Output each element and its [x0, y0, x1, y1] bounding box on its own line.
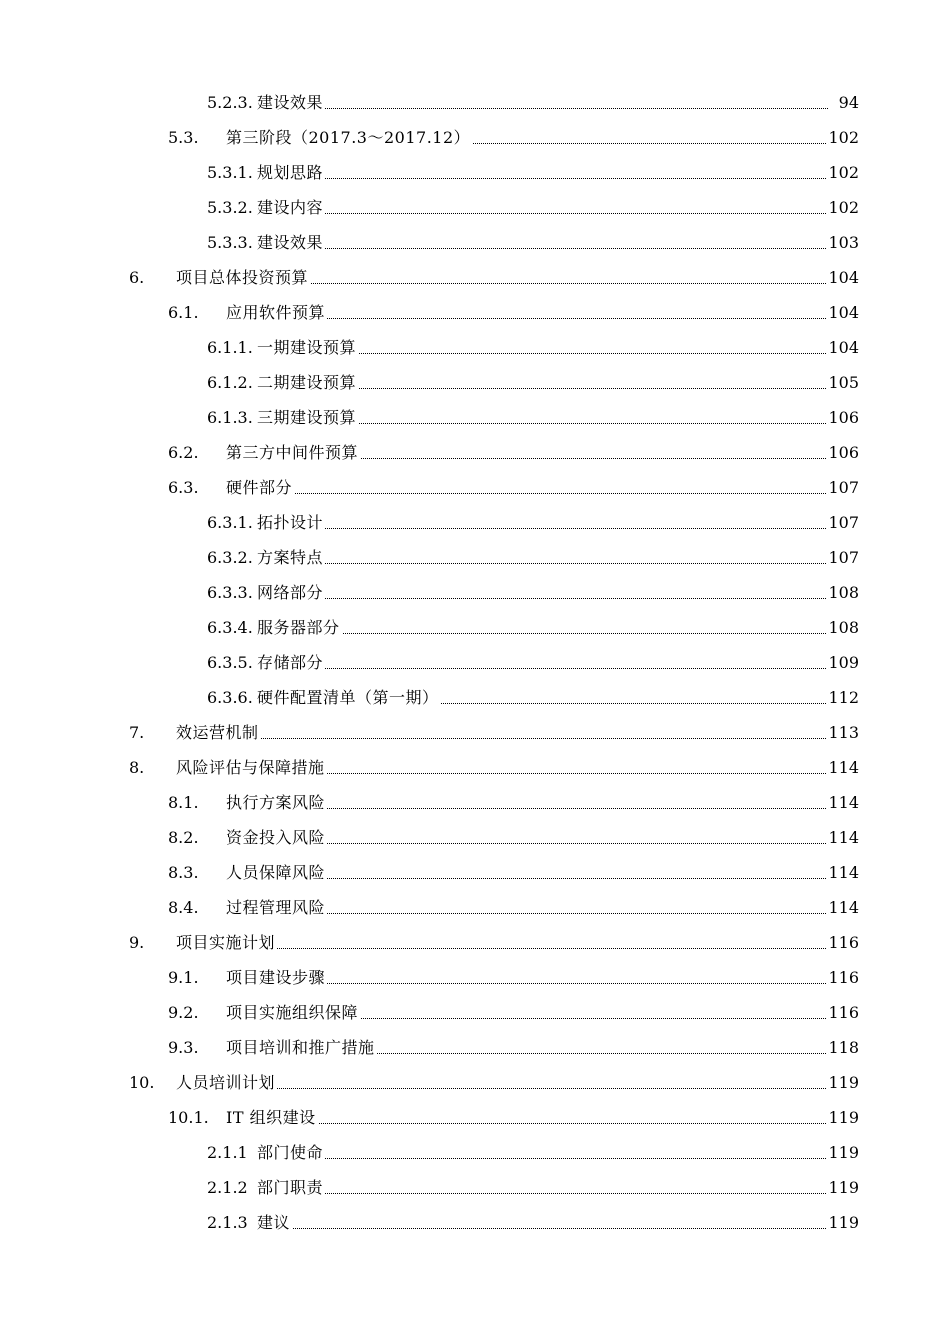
toc-entry[interactable] [0, 1101, 950, 1136]
toc-entry[interactable] [0, 261, 950, 296]
toc-entry-number: 6.1.2. [207, 373, 253, 392]
toc-entry-page-number: 94 [838, 93, 859, 112]
toc-entry-number: 6. [129, 268, 145, 287]
toc-entry-title: 存储部分 [257, 653, 324, 672]
toc-entry-page-number: 119 [828, 1213, 859, 1232]
toc-entry-number: 6.3.6. [207, 688, 253, 707]
toc-entry[interactable] [0, 926, 950, 961]
toc-entry-number: 5.2.3. [207, 93, 253, 112]
toc-entry-number: 10.1. [168, 1108, 209, 1127]
toc-entry-title: 人员保障风险 [226, 863, 326, 882]
toc-entry[interactable] [0, 121, 950, 156]
toc-entry-page-number: 108 [828, 618, 859, 637]
toc-entry-page-number: 104 [828, 338, 859, 357]
dot-leader [257, 108, 828, 109]
toc-entry-page-number: 108 [828, 583, 859, 602]
toc-entry-page-number: 106 [828, 443, 859, 462]
toc-entry-number: 8.1. [168, 793, 199, 812]
toc-entry-title: 建议 [257, 1213, 291, 1232]
toc-entry-title: 拓扑设计 [257, 513, 324, 532]
toc-entry-title: 二期建设预算 [257, 373, 357, 392]
toc-entry-number: 7. [129, 723, 145, 742]
dot-leader [257, 213, 828, 214]
toc-entry-number: 8. [129, 758, 145, 777]
toc-entry-page-number: 113 [828, 723, 859, 742]
toc-entry-number: 8.3. [168, 863, 199, 882]
toc-entry-title: 执行方案风险 [226, 793, 326, 812]
toc-entry-number: 6.1. [168, 303, 199, 322]
toc-entry-number: 9.3. [168, 1038, 199, 1057]
toc-entry-number: 6.2. [168, 443, 199, 462]
toc-entry[interactable] [0, 1171, 950, 1206]
toc-entry[interactable] [0, 1206, 950, 1241]
toc-entry[interactable] [0, 576, 950, 611]
toc-entry-number: 8.2. [168, 828, 199, 847]
dot-leader [257, 248, 828, 249]
toc-entry-number: 6.1.1. [207, 338, 253, 357]
dot-leader [257, 1193, 828, 1194]
toc-entry-page-number: 114 [828, 758, 859, 777]
toc-entry-page-number: 119 [828, 1073, 859, 1092]
toc-entry-page-number: 114 [828, 863, 859, 882]
toc-entry[interactable] [0, 471, 950, 506]
dot-leader [176, 738, 828, 739]
toc-entry-page-number: 104 [828, 303, 859, 322]
toc-entry-number: 6.3.1. [207, 513, 253, 532]
toc-entry-number: 8.4. [168, 898, 199, 917]
toc-entry-number: 9. [129, 933, 145, 952]
toc-entry-number: 9.2. [168, 1003, 199, 1022]
toc-entry[interactable] [0, 961, 950, 996]
toc-entry-number: 6.3.2. [207, 548, 253, 567]
toc-entry-title: 应用软件预算 [226, 303, 326, 322]
dot-leader [257, 598, 828, 599]
toc-entry-title: IT 组织建设 [226, 1108, 316, 1127]
toc-entry-page-number: 107 [828, 513, 859, 532]
toc-entry-number: 5.3.1. [207, 163, 253, 182]
toc-entry-title: 建设效果 [257, 233, 324, 252]
toc-entry-title: 效运营机制 [176, 723, 259, 742]
toc-entry-number: 10. [129, 1073, 155, 1092]
toc-entry-page-number: 114 [828, 898, 859, 917]
table-of-contents [0, 86, 950, 1241]
toc-entry[interactable] [0, 1066, 950, 1101]
toc-entry-number: 6.1.3. [207, 408, 253, 427]
toc-entry[interactable] [0, 786, 950, 821]
toc-entry-title: 建设内容 [257, 198, 324, 217]
toc-entry-title: 建设效果 [257, 93, 324, 112]
toc-entry-title: 网络部分 [257, 583, 324, 602]
toc-entry[interactable] [0, 821, 950, 856]
toc-entry-page-number: 105 [828, 373, 859, 392]
toc-entry[interactable] [0, 611, 950, 646]
toc-entry[interactable] [0, 1031, 950, 1066]
toc-entry-title: 过程管理风险 [226, 898, 326, 917]
toc-entry-page-number: 107 [828, 548, 859, 567]
toc-entry-title: 服务器部分 [257, 618, 340, 637]
toc-entry-number: 2.1.3 [207, 1213, 248, 1232]
toc-entry-page-number: 116 [828, 968, 859, 987]
toc-entry-page-number: 102 [828, 163, 859, 182]
dot-leader [257, 633, 828, 634]
toc-entry-title: 项目实施计划 [176, 933, 276, 952]
toc-entry-page-number: 114 [828, 828, 859, 847]
toc-entry[interactable] [0, 436, 950, 471]
toc-entry-number: 6.3.4. [207, 618, 253, 637]
toc-entry-title: 项目建设步骤 [226, 968, 326, 987]
toc-entry[interactable] [0, 156, 950, 191]
dot-leader [257, 528, 828, 529]
toc-entry-title: 第三方中间件预算 [226, 443, 359, 462]
toc-entry[interactable] [0, 856, 950, 891]
toc-entry[interactable] [0, 681, 950, 716]
toc-entry-page-number: 119 [828, 1108, 859, 1127]
dot-leader [257, 1158, 828, 1159]
toc-entry[interactable] [0, 996, 950, 1031]
toc-entry-title: 三期建设预算 [257, 408, 357, 427]
toc-entry-title: 一期建设预算 [257, 338, 357, 357]
toc-entry-page-number: 118 [828, 1038, 859, 1057]
toc-entry-page-number: 112 [828, 688, 859, 707]
toc-entry-number: 6.3.3. [207, 583, 253, 602]
toc-entry-title: 项目培训和推广措施 [226, 1038, 375, 1057]
toc-entry[interactable] [0, 716, 950, 751]
toc-entry[interactable] [0, 401, 950, 436]
toc-entry[interactable] [0, 331, 950, 366]
toc-entry-title: 方案特点 [257, 548, 324, 567]
toc-entry-title: 硬件配置清单（第一期） [257, 688, 439, 707]
toc-entry-page-number: 116 [828, 1003, 859, 1022]
toc-entry-page-number: 107 [828, 478, 859, 497]
toc-entry-page-number: 119 [828, 1143, 859, 1162]
toc-entry-page-number: 103 [828, 233, 859, 252]
toc-entry[interactable] [0, 891, 950, 926]
toc-entry-number: 5.3. [168, 128, 199, 147]
toc-entry-number: 5.3.2. [207, 198, 253, 217]
toc-entry-number: 2.1.2 [207, 1178, 248, 1197]
toc-entry[interactable] [0, 541, 950, 576]
toc-entry[interactable] [0, 506, 950, 541]
dot-leader [257, 563, 828, 564]
toc-entry[interactable] [0, 226, 950, 261]
toc-entry-page-number: 109 [828, 653, 859, 672]
toc-entry[interactable] [0, 191, 950, 226]
toc-entry-page-number: 104 [828, 268, 859, 287]
toc-entry-number: 2.1.1 [207, 1143, 248, 1162]
toc-entry-title: 硬件部分 [226, 478, 293, 497]
toc-entry-title: 人员培训计划 [176, 1073, 276, 1092]
toc-entry-title: 风险评估与保障措施 [176, 758, 325, 777]
toc-entry-title: 部门使命 [257, 1143, 324, 1162]
toc-entry[interactable] [0, 646, 950, 681]
toc-entry-page-number: 116 [828, 933, 859, 952]
toc-entry-page-number: 114 [828, 793, 859, 812]
toc-entry[interactable] [0, 751, 950, 786]
toc-entry-page-number: 102 [828, 128, 859, 147]
toc-entry-number: 6.3.5. [207, 653, 253, 672]
toc-entry-number: 5.3.3. [207, 233, 253, 252]
toc-entry-title: 项目总体投资预算 [176, 268, 309, 287]
toc-entry[interactable] [0, 366, 950, 401]
toc-entry-title: 第三阶段（2017.3～2017.12） [226, 128, 471, 147]
toc-entry-page-number: 106 [828, 408, 859, 427]
toc-entry[interactable] [0, 296, 950, 331]
toc-entry[interactable] [0, 1136, 950, 1171]
toc-entry-page-number: 119 [828, 1178, 859, 1197]
dot-leader [257, 668, 828, 669]
dot-leader [257, 1228, 828, 1229]
dot-leader [257, 178, 828, 179]
toc-entry-title: 部门职责 [257, 1178, 324, 1197]
toc-entry-title: 资金投入风险 [226, 828, 326, 847]
toc-entry-title: 项目实施组织保障 [226, 1003, 359, 1022]
toc-entry-number: 9.1. [168, 968, 199, 987]
toc-entry[interactable] [0, 86, 950, 121]
toc-entry-page-number: 102 [828, 198, 859, 217]
toc-entry-number: 6.3. [168, 478, 199, 497]
dot-leader [226, 493, 828, 494]
toc-entry-title: 规划思路 [257, 163, 324, 182]
